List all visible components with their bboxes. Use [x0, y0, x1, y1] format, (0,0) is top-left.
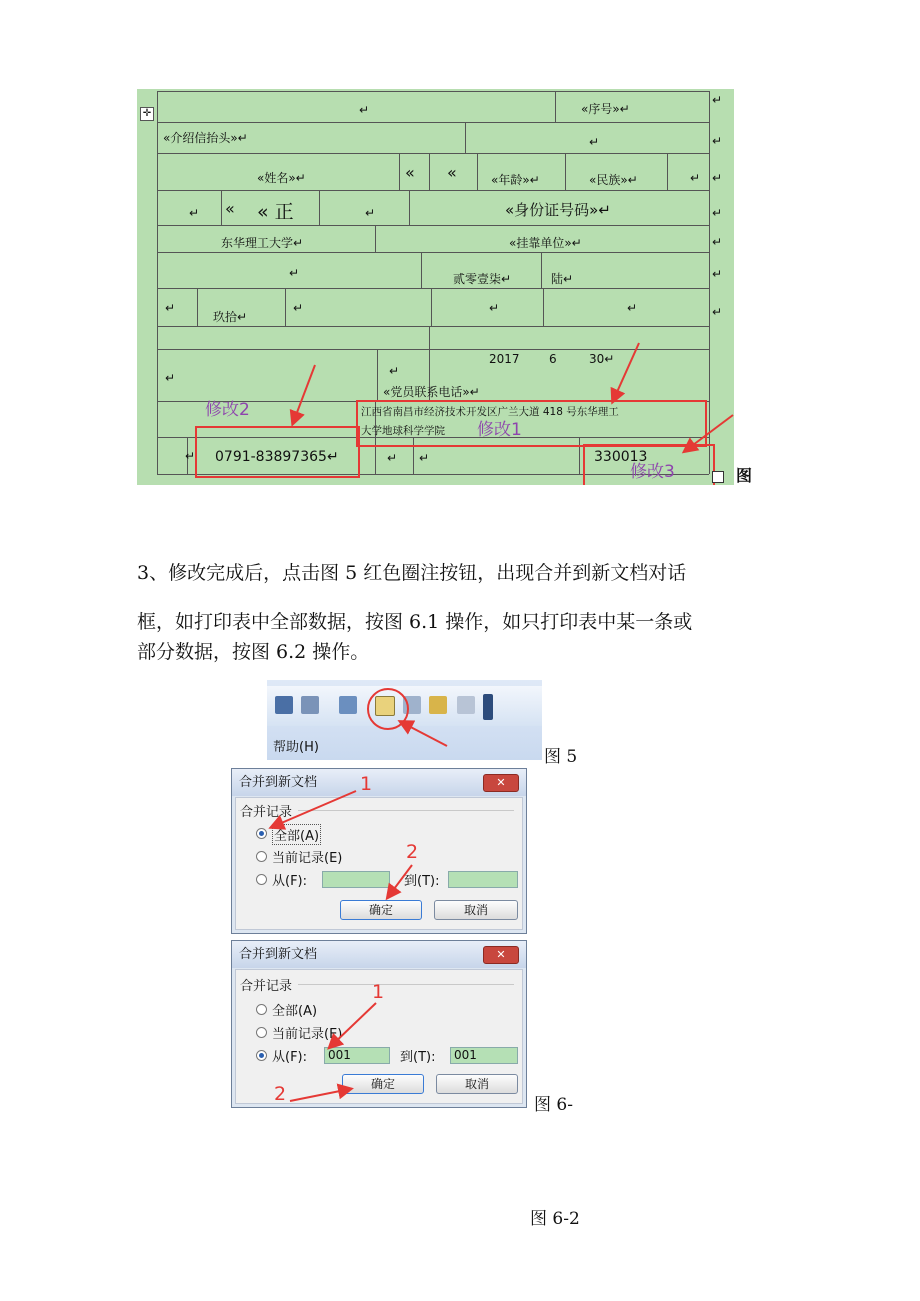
- field-age: «年龄»↵: [491, 173, 540, 187]
- label-current[interactable]: 当前记录(E): [272, 851, 343, 866]
- body-text-line-3: 部分数据，按图 6.2 操作。: [137, 641, 370, 663]
- cancel-button[interactable]: 取消: [436, 1074, 518, 1094]
- ok-button[interactable]: 确定: [340, 900, 422, 920]
- edit-arrows: [137, 89, 734, 485]
- paragraph-mark: ↵: [589, 135, 600, 149]
- cropped-caption-char: 图: [736, 466, 753, 485]
- field-zheng: « 正: [257, 201, 294, 223]
- paragraph-mark: ↵: [712, 235, 723, 249]
- toolbar-screenshot: [267, 680, 542, 760]
- dialog-title: 合并到新文档: [232, 941, 526, 968]
- caption-fig6-2: 图 6-2: [530, 1209, 580, 1229]
- paragraph-mark: ↵: [712, 171, 723, 185]
- body-text-line-1: 3、修改完成后，点击图 5 红色圈注按钮，出现合并到新文档对话: [137, 562, 687, 584]
- paragraph-mark: ↵: [712, 93, 723, 107]
- field-id-number: «身份证号码»↵: [505, 201, 611, 219]
- field-ethnic: «民族»↵: [589, 173, 638, 187]
- merge-quote: «: [225, 199, 235, 218]
- paragraph-mark: ↵: [185, 449, 196, 463]
- caption-fig6-1: 图 6-: [534, 1095, 573, 1115]
- date-day: 30↵: [589, 352, 615, 366]
- paragraph-mark: ↵: [712, 134, 723, 148]
- field-party-phone: «党员联系电话»↵: [383, 385, 480, 399]
- group-label: 合并记录: [240, 979, 293, 994]
- edit-label-2: 修改2: [205, 400, 250, 420]
- close-icon[interactable]: ✕: [483, 946, 519, 964]
- date-year: 2017: [489, 352, 520, 366]
- field-letter-head: «介绍信抬头»↵: [163, 131, 248, 145]
- field-ninety-chinese: 玖拾↵: [213, 310, 248, 324]
- annotation-1: 1: [360, 773, 373, 795]
- label-all[interactable]: 全部(A): [272, 824, 321, 845]
- toolbar-arrow: [267, 680, 542, 760]
- paragraph-mark: ↵: [712, 267, 723, 281]
- date-month: 6: [549, 352, 557, 366]
- edit-label-3: 修改3: [630, 462, 675, 482]
- label-to: 到(T):: [404, 874, 440, 889]
- dialog-title: 合并到新文档: [232, 769, 526, 796]
- field-phone: 0791-83897365↵: [215, 449, 339, 465]
- mail-merge-table-screenshot: [137, 89, 734, 485]
- annotation-1: 1: [372, 981, 385, 1003]
- close-icon[interactable]: ✕: [483, 774, 519, 792]
- field-address-line2: 大学地球科学学院: [361, 425, 445, 437]
- paragraph-mark: ↵: [359, 103, 370, 117]
- paragraph-mark: ↵: [389, 364, 400, 378]
- merge-quote: «: [447, 163, 457, 182]
- dialog-arrows: [232, 941, 527, 1108]
- label-from[interactable]: 从(F):: [272, 874, 308, 889]
- label-from[interactable]: 从(F):: [272, 1050, 308, 1065]
- paragraph-mark: ↵: [690, 171, 701, 185]
- from-input[interactable]: 001: [324, 1047, 390, 1064]
- field-year-chinese: 贰零壹柒↵: [453, 272, 512, 286]
- paragraph-mark: ↵: [293, 301, 304, 315]
- paragraph-mark: ↵: [289, 266, 300, 280]
- paragraph-mark: ↵: [165, 301, 176, 315]
- label-current[interactable]: 当前记录(E): [272, 1027, 343, 1042]
- annotation-2: 2: [406, 841, 419, 863]
- table-resize-handle-icon[interactable]: [712, 471, 724, 483]
- merge-dialog-all: [231, 768, 527, 934]
- paragraph-mark: ↵: [627, 301, 638, 315]
- field-month-chinese: 陆↵: [551, 272, 574, 286]
- paragraph-mark: ↵: [712, 206, 723, 220]
- label-all[interactable]: 全部(A): [272, 1004, 318, 1019]
- dialog-arrows: [232, 769, 527, 934]
- edit-label-1: 修改1: [477, 420, 522, 440]
- caption-fig5: 图 5: [544, 747, 578, 767]
- paragraph-mark: ↵: [365, 206, 376, 220]
- merge-quote: «: [405, 163, 415, 182]
- paragraph-mark: ↵: [189, 206, 200, 220]
- group-label: 合并记录: [240, 805, 293, 820]
- annotation-2: 2: [274, 1083, 287, 1105]
- paragraph-mark: ↵: [419, 451, 430, 465]
- ok-button[interactable]: 确定: [342, 1074, 424, 1094]
- field-name: «姓名»↵: [257, 171, 306, 185]
- menu-help[interactable]: 帮助(H): [273, 740, 319, 755]
- paragraph-mark: ↵: [165, 371, 176, 385]
- paragraph-mark: ↵: [712, 305, 723, 319]
- merge-dialog-range: [231, 940, 527, 1108]
- field-seq: «序号»↵: [581, 102, 630, 116]
- table-move-handle-icon[interactable]: ✛: [140, 107, 154, 121]
- cancel-button[interactable]: 取消: [434, 900, 518, 920]
- field-affiliation: «挂靠单位»↵: [509, 236, 582, 250]
- body-text-line-2: 框，如打印表中全部数据，按图 6.1 操作，如只打印表中某一条或: [137, 611, 693, 633]
- paragraph-mark: ↵: [387, 451, 398, 465]
- paragraph-mark: ↵: [489, 301, 500, 315]
- field-address-line1: 江西省南昌市经济技术开发区广兰大道 418 号东华理工: [361, 406, 619, 418]
- field-university: 东华理工大学↵: [221, 236, 304, 250]
- to-input[interactable]: 001: [450, 1047, 518, 1064]
- field-zip: 330013: [594, 449, 648, 465]
- label-to: 到(T):: [400, 1050, 436, 1065]
